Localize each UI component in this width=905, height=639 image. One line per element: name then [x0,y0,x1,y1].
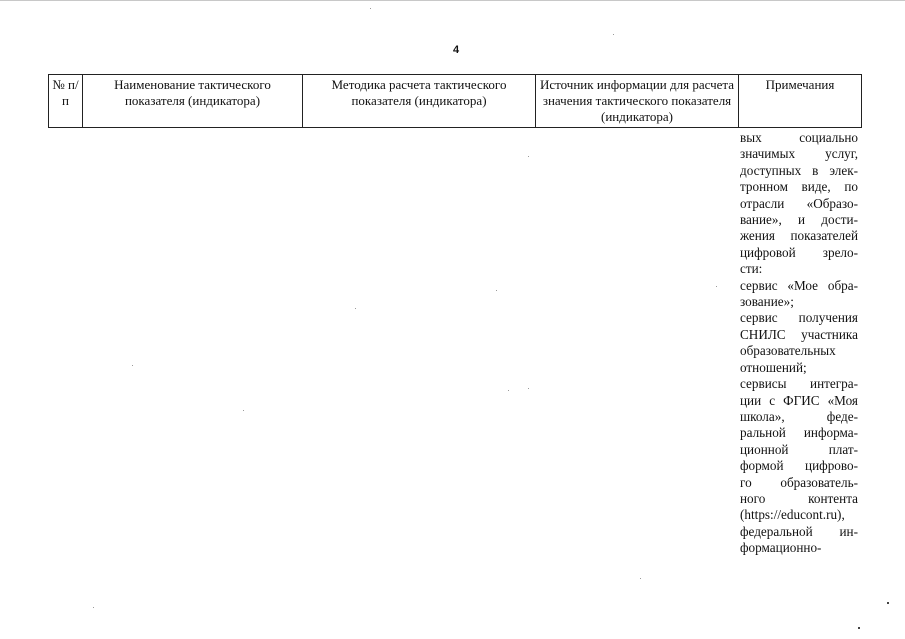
scan-speck [858,627,860,629]
notes-column-text [740,130,858,557]
scan-speck [243,410,244,411]
notes-line: отрасли «Образо- [740,195,858,211]
notes-line: доступных в элек- [740,162,858,178]
column-header-notes: Примечания [739,75,862,128]
page-number: 4 [452,44,460,56]
notes-line: сти: [740,261,763,277]
notes-line: формационно- [740,540,822,556]
notes-line: сервис «Мое обра- [740,277,858,293]
notes-line: цифровой зрело- [740,244,858,260]
scan-speck [496,290,497,291]
notes-line: отношений; [740,359,807,375]
notes-line: зование»; [740,294,794,310]
notes-line: жения показателей [740,228,858,244]
notes-line: ральной информа- [740,425,858,441]
column-header-calculation-method: Методика расчета тактического показателя (индикатора) [303,75,536,128]
notes-line: значимых услуг, [740,146,858,162]
notes-line: СНИЛС участника [740,326,858,342]
scan-speck [528,388,529,389]
scan-speck [716,286,717,287]
notes-line: (https://educont.ru), [740,507,845,523]
notes-line: ции с ФГИС «Моя [740,392,858,408]
column-header-information-source: Источник информации для расчета значения тактического показателя (индикатора) [536,75,739,128]
notes-line: ционной плат- [740,441,858,457]
column-header-number: № п/п [49,75,83,128]
notes-line: вание», и дости- [740,212,858,228]
notes-line: вых социально [740,130,858,145]
notes-line: сервисы интегра- [740,376,858,392]
scan-speck [508,390,509,391]
notes-line: ного контента [740,490,858,506]
column-header-indicator-name: Наименование тактического показателя (индикатора) [83,75,303,128]
indicator-table-header [48,74,862,128]
notes-line: образовательных [740,343,836,359]
notes-line: формой цифрово- [740,458,858,474]
scan-speck [640,578,641,579]
scan-speck [528,156,529,157]
notes-line: школа», феде- [740,408,858,424]
scan-speck [132,365,133,366]
notes-line: тронном виде, по [740,179,858,195]
scan-speck [355,308,356,309]
notes-line: го образователь- [740,474,858,490]
scan-speck [887,602,889,604]
scan-speck [93,607,94,608]
notes-line: сервис получения [740,310,858,326]
scan-speck [613,34,614,35]
top-scan-edge [0,0,905,1]
scan-speck [370,8,371,9]
notes-line: федеральной ин- [740,523,858,539]
